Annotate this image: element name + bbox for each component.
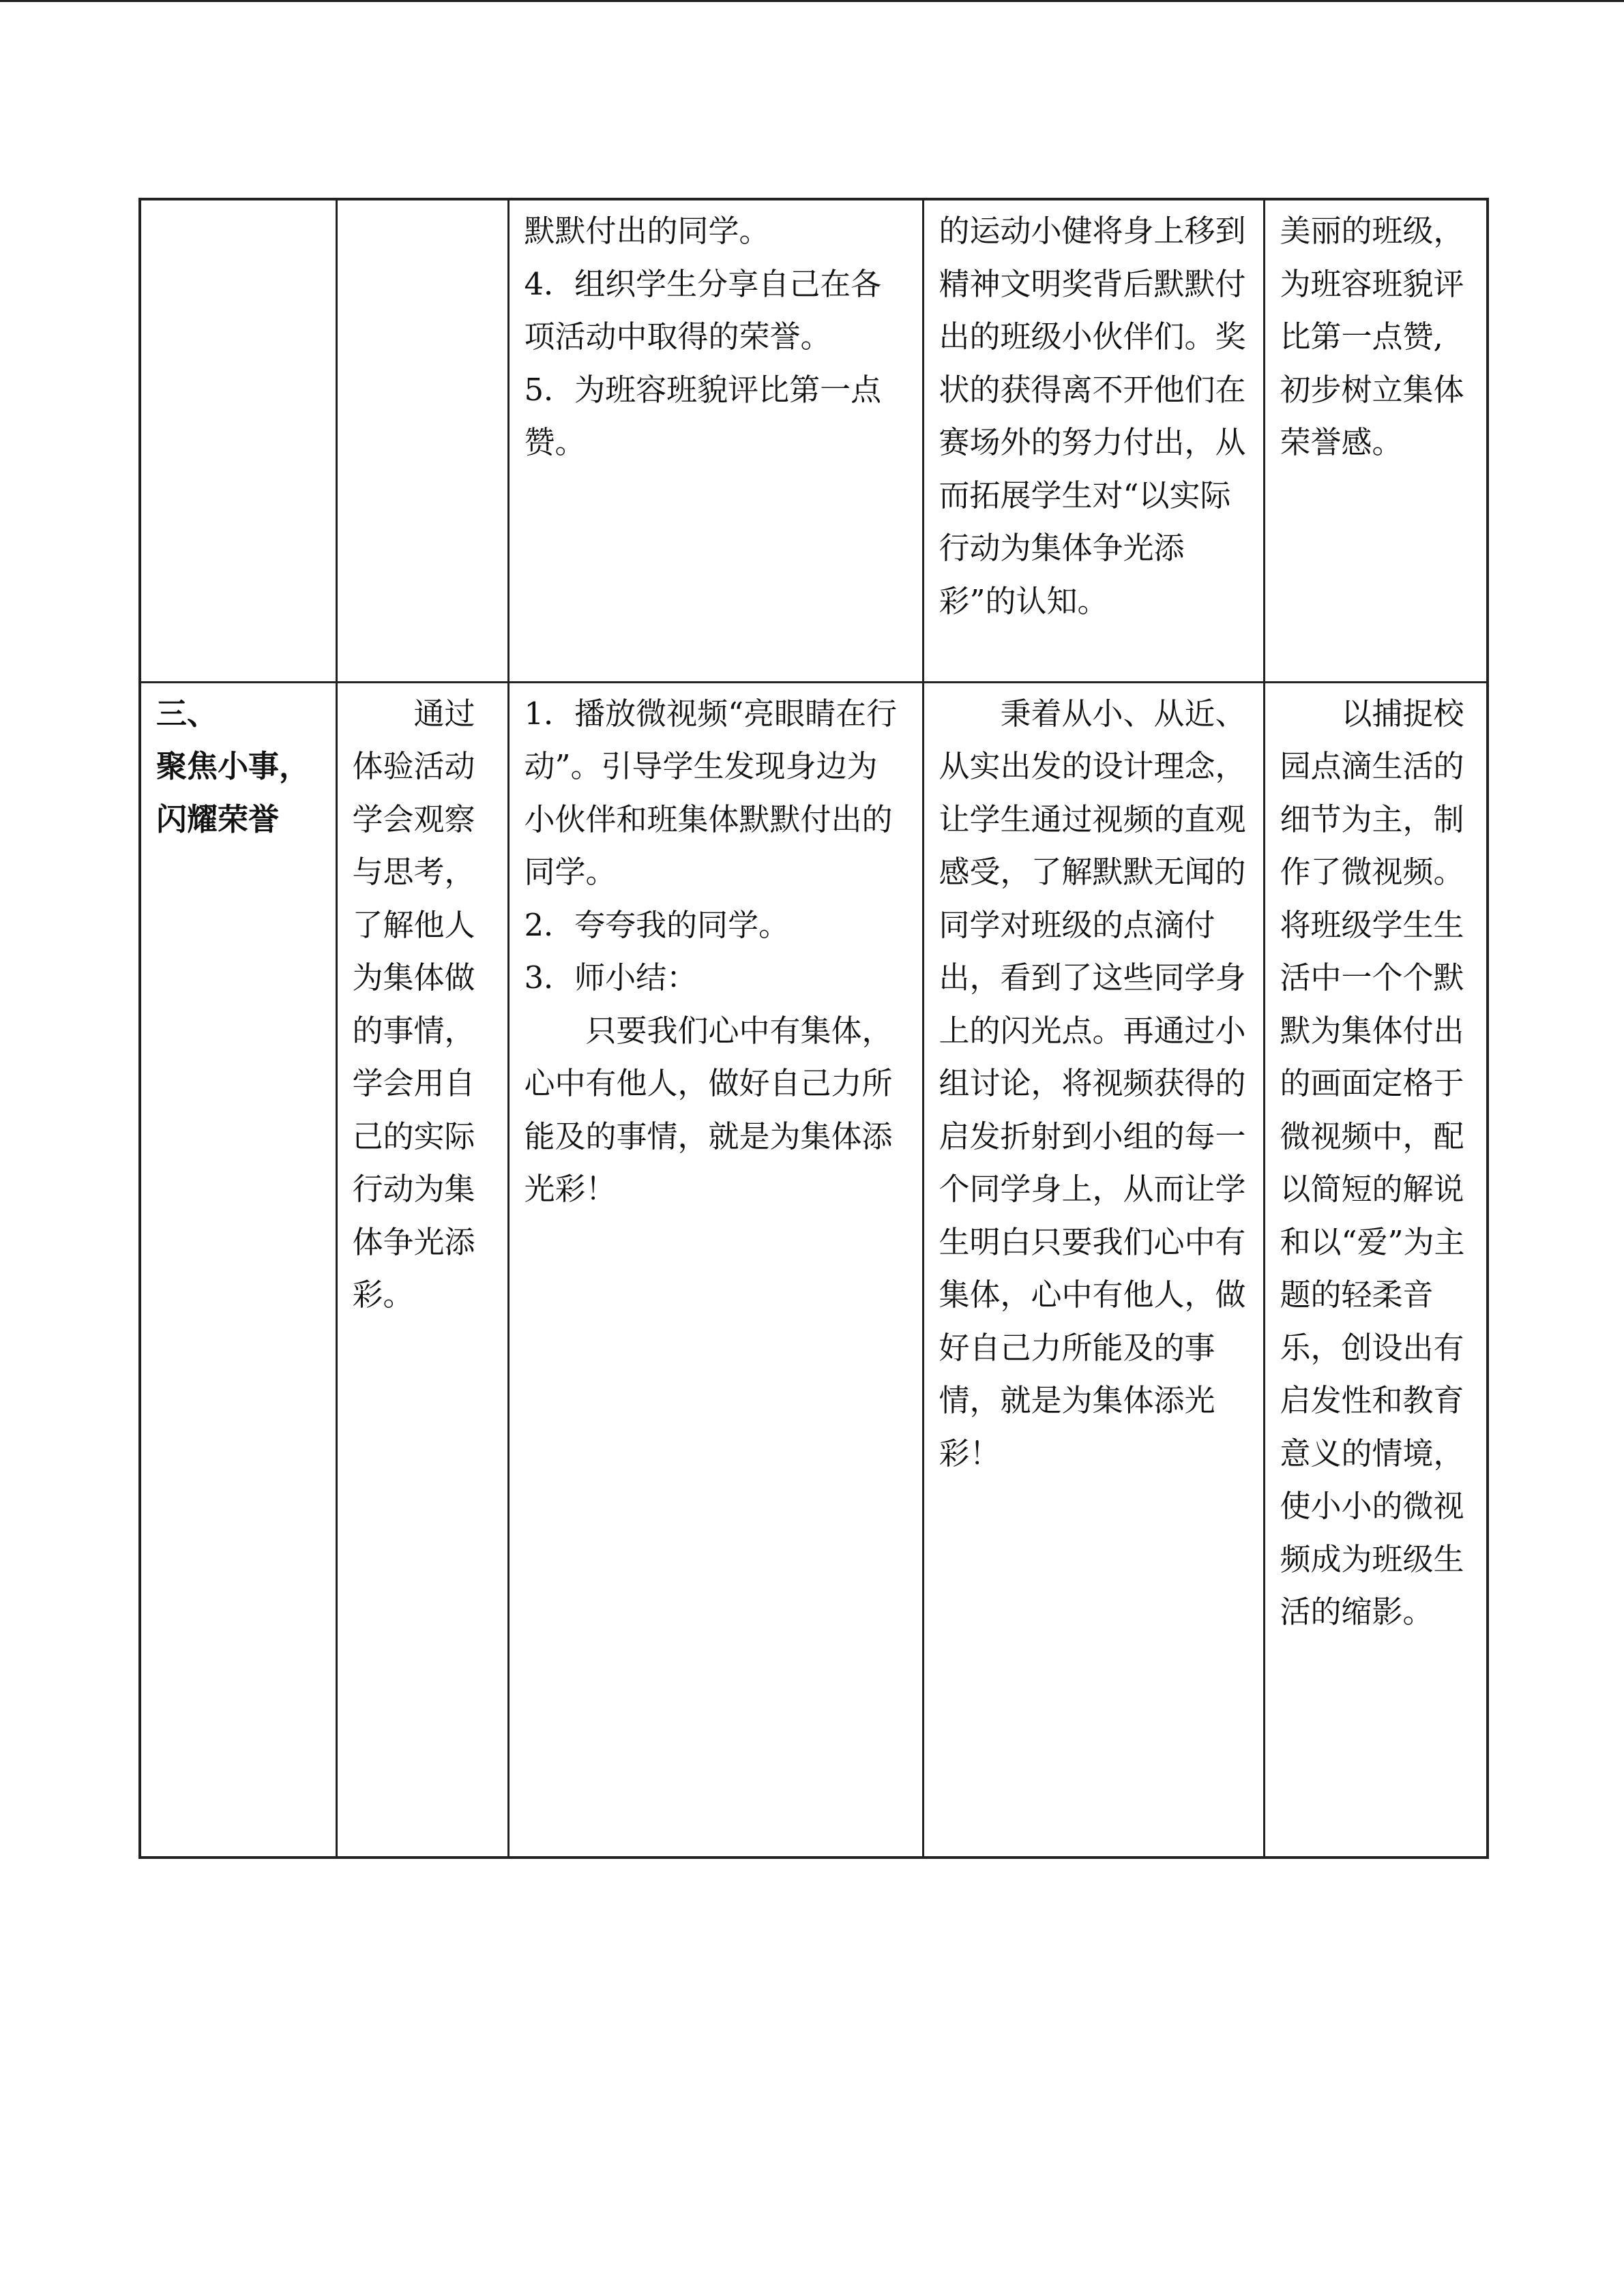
effect-cell — [1264, 199, 1488, 682]
process-cell — [508, 199, 923, 682]
stage-number: 三、 — [156, 695, 218, 732]
table-row — [140, 682, 1488, 1858]
effect-text: 以捕捉校园点滴生活的细节为主，制作了微视频。将班级学生生活中一个个默默为集体付出的画面定格于微视频中，配以简短的解说和以“爱”为主题的轻柔音乐，创设出有启发性和教育意义的情境，使小小的微视频成为班级生活的缩影。 — [1280, 695, 1465, 1630]
stage-cell — [140, 199, 336, 682]
process-line: 1．播放微视频“亮眼睛在行动”。引导学生发现身边为小伙伴和班集体默默付出的同学。 — [524, 695, 898, 890]
process-cell — [508, 682, 923, 1858]
process-line: 2．夸夸我的同学。 — [524, 906, 790, 943]
stage-title-line: 聚焦小事， — [156, 748, 310, 784]
design-text: 秉着从小、从近、从实出发的设计理念，让学生通过视频的直观感受，了解默默无闻的同学对班级的点滴付出，看到了这些同学身上的闪光点。再通过小组讨论，将视频获得的启发折射到小组的每一个同学身上，从而让学生明白只要我们心中有集体，心中有他人，做好自己力所能及的事情，就是为集体添光彩！ — [939, 695, 1246, 1472]
stage-title-line: 闪耀荣誉 — [156, 801, 280, 837]
effect-cell — [1264, 682, 1488, 1858]
lesson-plan-table — [138, 198, 1489, 1859]
design-cell — [923, 682, 1264, 1858]
process-line: 3．师小结： — [524, 959, 698, 996]
design-cell — [923, 199, 1264, 682]
goal-cell — [336, 199, 508, 682]
page-top-rule — [0, 0, 1624, 2]
stage-cell — [140, 682, 336, 1858]
goal-cell — [336, 682, 508, 1858]
design-text: 的运动小健将身上移到精神文明奖背后默默付出的班级小伙伴们。奖状的获得离不开他们在赛场外的努力付出，从而拓展学生对“以实际行动为集体争光添彩”的认知。 — [939, 213, 1246, 619]
goal-text: 通过体验活动学会观察与思考，了解他人为集体做的事情，学会用自己的实际行动为集体争光添彩。 — [352, 695, 475, 1313]
effect-text: 美丽的班级，为班容班貌评比第一点赞,初步树立集体荣誉感。 — [1280, 213, 1464, 460]
teacher-summary: 只要我们心中有集体，心中有他人，做好自己力所能及的事情，就是为集体添光彩！ — [524, 1012, 893, 1207]
process-line: 5．为班容班貌评比第一点赞。 — [524, 371, 882, 460]
process-line: 4．组织学生分享自己在各项活动中取得的荣誉。 — [524, 265, 882, 355]
process-line: 默默付出的同学。 — [524, 213, 770, 249]
table-row — [140, 199, 1488, 682]
